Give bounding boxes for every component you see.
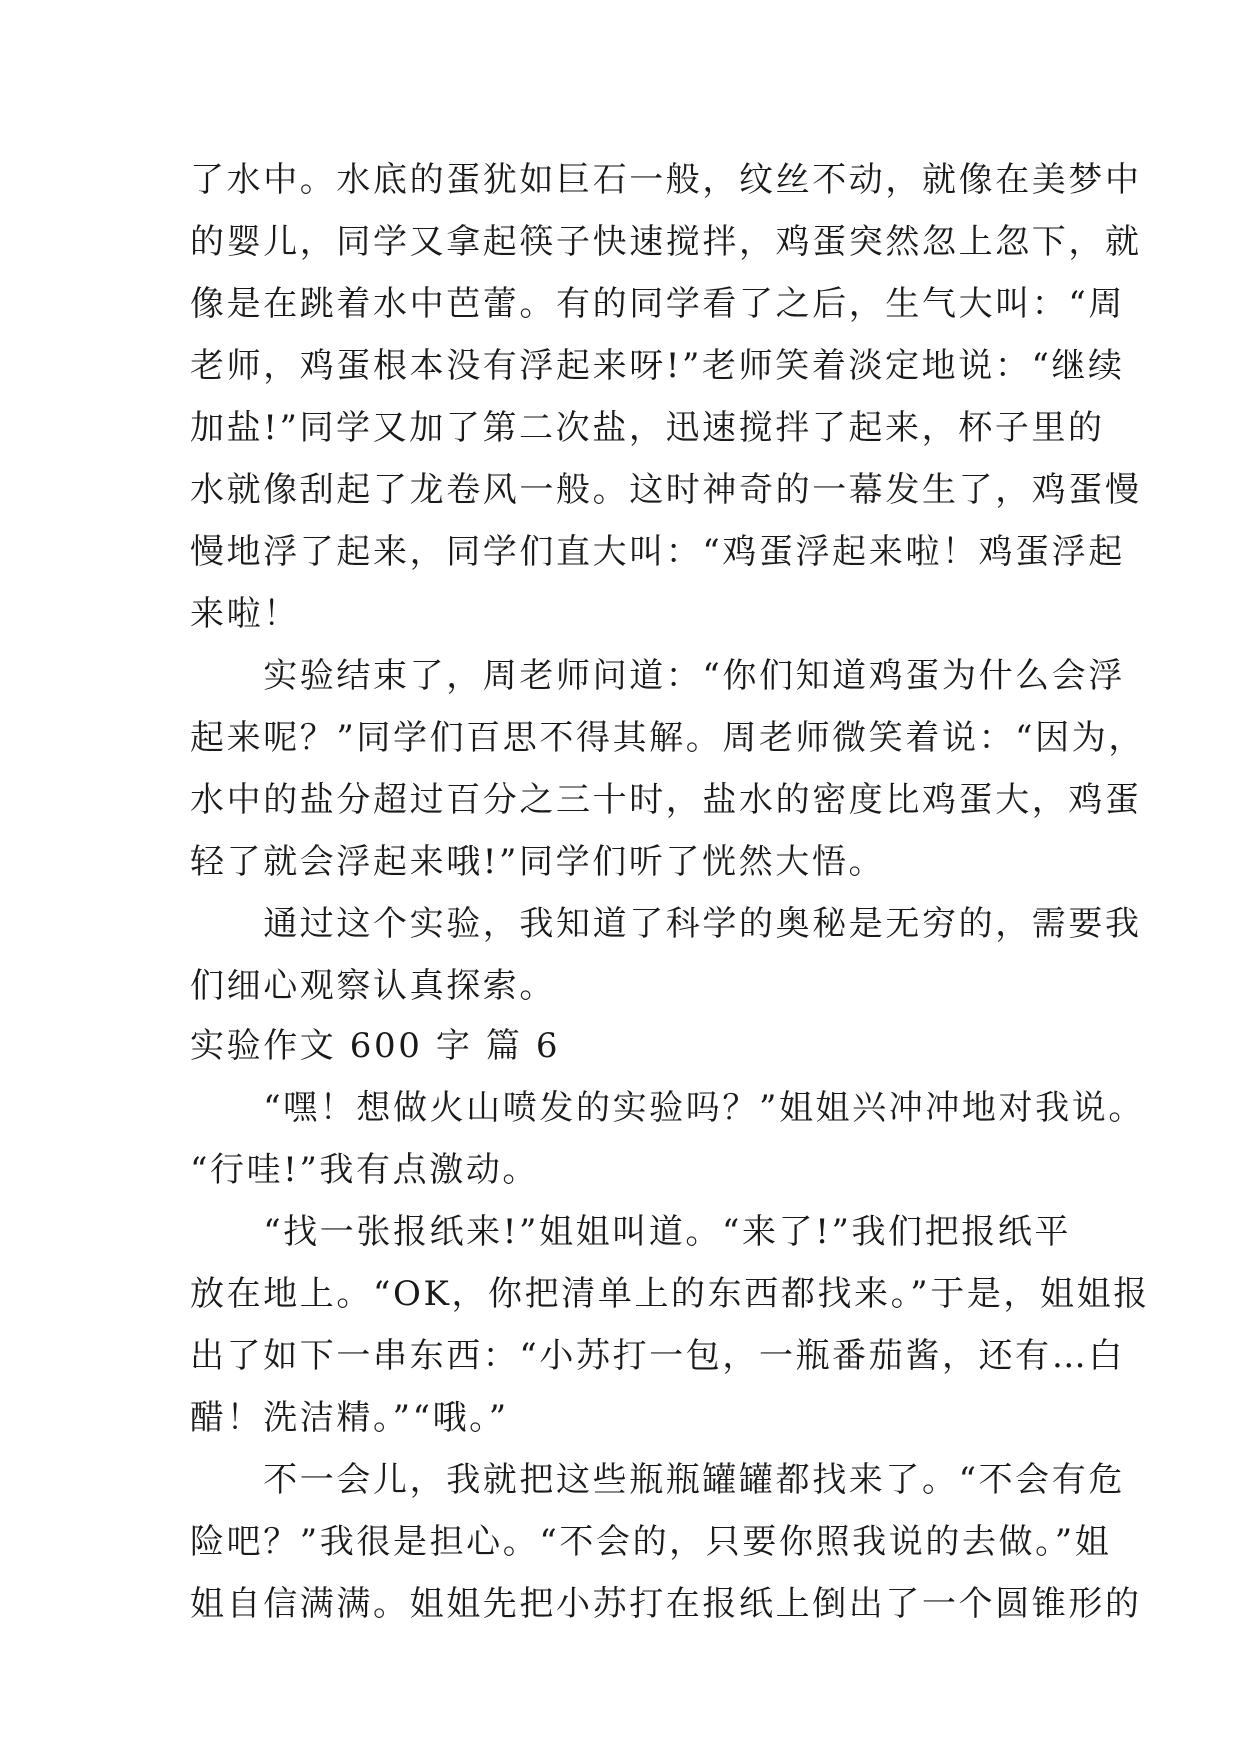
text-line: 老师，鸡蛋根本没有浮起来呀!”老师笑着淡定地说：“继续 xyxy=(190,346,1125,386)
text-line: 通过这个实验，我知道了科学的奥秘是无穷的，需要我 xyxy=(190,904,1142,944)
text-line: 水中的盐分超过百分之三十时，盐水的密度比鸡蛋大，鸡蛋 xyxy=(190,780,1142,820)
text-line: 的婴儿，同学又拿起筷子快速搅拌，鸡蛋突然忽上忽下，就 xyxy=(190,222,1142,262)
text-line: 醋！洗洁精。”“哦。” xyxy=(190,1398,509,1438)
text-line: 不一会儿，我就把这些瓶瓶罐罐都找来了。“不会有危 xyxy=(190,1460,1125,1500)
text-line: 像是在跳着水中芭蕾。有的同学看了之后，生气大叫：“周 xyxy=(190,284,1125,324)
text-line: 出了如下一串东西：“小苏打一包，一瓶番茄酱，还有…白 xyxy=(190,1336,1125,1376)
text-line: 轻了就会浮起来哦!”同学们听了恍然大悟。 xyxy=(190,842,886,882)
text-line: 险吧？”我很是担心。“不会的，只要你照我说的去做。”姐 xyxy=(190,1522,1112,1562)
text-line: 们细心观察认真探索。 xyxy=(190,966,556,1006)
text-line: “行哇!”我有点激动。 xyxy=(190,1150,540,1190)
text-line: “找一张报纸来!”姐姐叫道。“来了!”我们把报纸平 xyxy=(190,1212,1072,1252)
text-line: 加盐!”同学又加了第二次盐，迅速搅拌了起来，杯子里的 xyxy=(190,408,1105,448)
text-line: 水就像刮起了龙卷风一般。这时神奇的一幕发生了，鸡蛋慢 xyxy=(190,470,1142,510)
section-heading: 实验作文 600 字 篇 6 xyxy=(190,1026,561,1066)
text-line: 实验结束了，周老师问道：“你们知道鸡蛋为什么会浮 xyxy=(190,656,1125,696)
text-line: 来啦！ xyxy=(190,594,300,634)
text-line: “嘿！想做火山喷发的实验吗？”姐姐兴冲冲地对我说。 xyxy=(190,1088,1145,1128)
text-line: 慢地浮了起来，同学们直大叫：“鸡蛋浮起来啦！鸡蛋浮起 xyxy=(190,532,1125,572)
text-line: 放在地上。“OK，你把清单上的东西都找来。”于是，姐姐报 xyxy=(190,1274,1150,1314)
text-line: 起来呢？”同学们百思不得其解。周老师微笑着说：“因为， xyxy=(190,718,1145,758)
text-line: 姐自信满满。姐姐先把小苏打在报纸上倒出了一个圆锥形的 xyxy=(190,1584,1142,1624)
text-line: 了水中。水底的蛋犹如巨石一般，纹丝不动，就像在美梦中 xyxy=(190,160,1142,200)
